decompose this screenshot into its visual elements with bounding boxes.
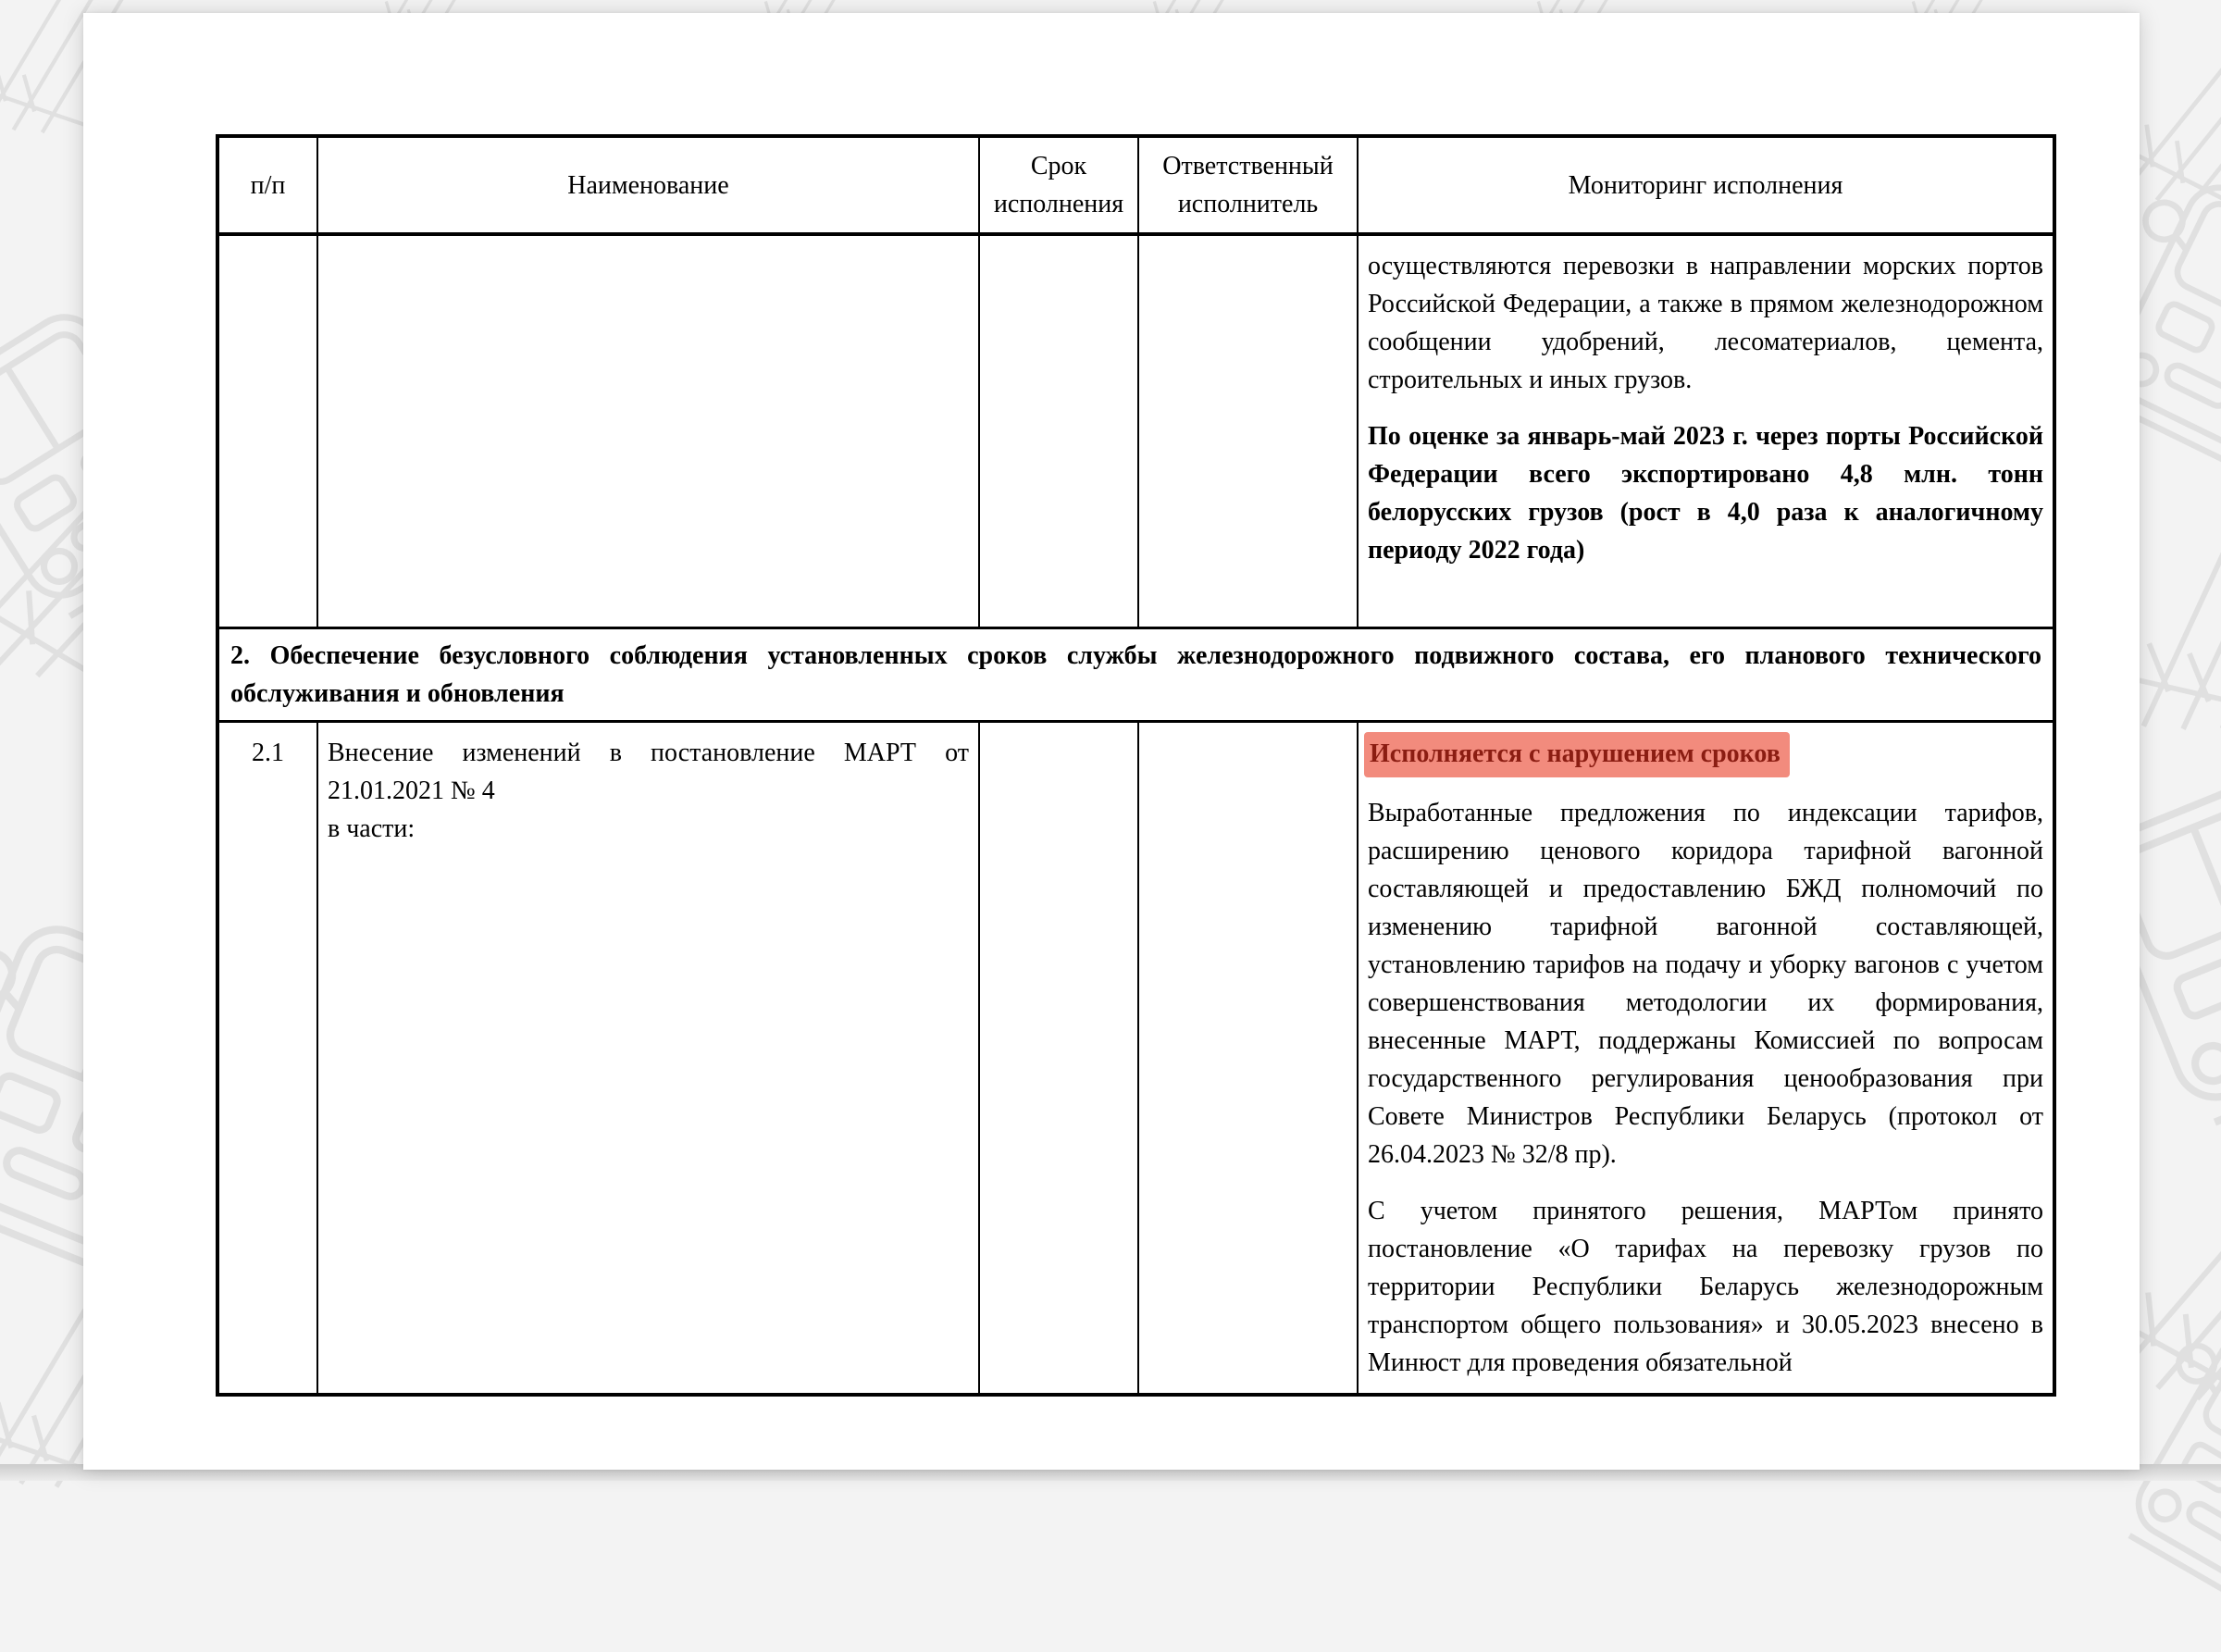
header-cell-monitoring: Мониторинг исполнения bbox=[1358, 136, 2054, 234]
header-cell-term: Срок исполнения bbox=[979, 136, 1138, 234]
header-cell-executor: Ответственный исполнитель bbox=[1138, 136, 1358, 234]
task-name-text: Внесение изменений в постановление МАРТ от 21.01.2021 № 4 bbox=[328, 739, 969, 805]
row2-monitoring-cell bbox=[1358, 722, 2054, 1396]
table-header-row bbox=[217, 136, 2054, 234]
section-header-row bbox=[217, 628, 2054, 722]
task-name-suffix: в части: bbox=[328, 814, 416, 843]
row2-name-cell bbox=[317, 722, 979, 1396]
row1-term-cell bbox=[979, 234, 1138, 628]
table-row bbox=[217, 722, 2054, 1396]
status-badge: Исполняется с нарушением сроков bbox=[1364, 732, 1790, 777]
section-title: 2. Обеспечение безусловного соблюдения установленных сроков службы железнодорожного подвижного состава, его планового технического обслуживания и обновления bbox=[217, 628, 2054, 722]
row2-executor-cell bbox=[1138, 722, 1358, 1396]
monitoring-paragraph-bold: По оценке за январь-май 2023 г. через порты Российской Федерации всего экспортировано 4,8 млн. тонн белорусских грузов (рост в 4,0 раза к аналогичному периоду 2022 года) bbox=[1368, 422, 2043, 565]
row1-number-cell bbox=[217, 234, 317, 628]
table-row bbox=[217, 234, 2054, 628]
monitoring-table bbox=[216, 134, 2056, 1397]
header-cell-name: Наименование bbox=[317, 136, 979, 234]
document-page bbox=[83, 13, 2140, 1470]
monitoring-paragraph: С учетом принятого решения, МАРТом принято постановление «О тарифах на перевозку грузов по территории Республики Беларусь железнодорожным транспортом общего пользования» и 30.05.2023 внесено в Минюст для проведения обязательной bbox=[1368, 1197, 2043, 1377]
monitoring-paragraph: осуществляются перевозки в направлении морских портов Российской Федерации, а также в прямом железнодорожном сообщении удобрений, лесоматериалов, цемента, строительных и иных грузов. bbox=[1368, 252, 2043, 394]
header-cell-number: п/п bbox=[217, 136, 317, 234]
row1-executor-cell bbox=[1138, 234, 1358, 628]
monitoring-paragraph: Выработанные предложения по индексации тарифов, расширению ценового коридора тарифной вагонной составляющей и предоставлению БЖД полномочий по изменению тарифной вагонной составляющей, установлению тарифов на подачу и уборку вагонов с учетом совершенствования методологии их формирования, внесенные МАРТ, поддержаны Комиссией по вопросам государственного регулирования ценообразования при Совете Министров Республики Беларусь (протокол от 26.04.2023 № 32/8 пр). bbox=[1368, 799, 2043, 1169]
row2-term-cell bbox=[979, 722, 1138, 1396]
row1-name-cell bbox=[317, 234, 979, 628]
row1-monitoring-cell bbox=[1358, 234, 2054, 628]
row2-number-cell: 2.1 bbox=[217, 722, 317, 1396]
